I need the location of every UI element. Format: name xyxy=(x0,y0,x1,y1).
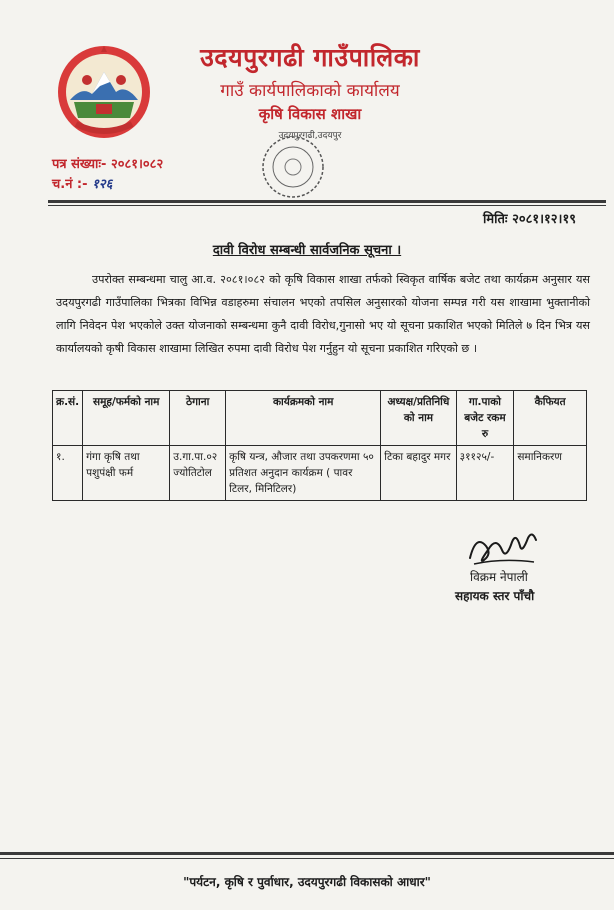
table-header-row xyxy=(53,391,587,446)
cell-remarks: समानिकरण xyxy=(514,446,587,501)
letter-number-value: २०८१।०८२ xyxy=(110,157,164,172)
footer-divider xyxy=(0,852,614,855)
letter-date xyxy=(483,209,576,227)
nepal-emblem-icon xyxy=(52,40,156,144)
organization-name: उदयपुरगढी गाउँपालिका xyxy=(200,43,420,72)
table-row xyxy=(53,446,587,501)
col-header-address: ठेगाना xyxy=(170,391,226,446)
col-header-program: कार्यक्रमको नाम xyxy=(226,391,381,446)
cell-serial: १. xyxy=(53,446,83,501)
col-header-chairperson: अध्यक्ष/प्रतिनिधि को नाम xyxy=(381,391,456,446)
letter-number-label: पत्र संख्याः- xyxy=(52,157,107,172)
header-divider xyxy=(48,200,606,203)
date-label: मितिः xyxy=(482,212,508,227)
branch-name: कृषि विकास शाखा xyxy=(258,105,362,123)
signer-name: विक्रम नेपाली xyxy=(470,570,528,584)
col-header-group-name: समूह/फर्मको नाम xyxy=(83,391,170,446)
footer-slogan: "पर्यटन, कृषि र पुर्वाधार, उदयपुरगढी विकासको आधार" xyxy=(183,875,431,889)
notice-body: उपरोक्त सम्बन्धमा चालु आ.व. २०८१।०८२ को कृषि विकास शाखा तर्फको स्विकृत वार्षिक बजेट तथा कार्यक्रम अनुसार यस उदयपुरगढी गाउँपालिका भित्रका विभिन्न वडाहरुमा संचालन भएको तपसिल अनुसारको योजना सम्पन्न गरी यस शाखामा भुक्तानीको लागि निवेदन पेश भएकोले उक्त योजनाको सम्बन्धमा कुनै दावी विरोध,गुनासो भए यो सूचना प्रकाशित भएको मितिले ७ दिन भित्र यस कार्यालयको कृषी विकास शाखामा लिखित रुपमा दावी विरोध पेश गर्नुहुन यो सूचना प्रकाशित गरिएको छ । xyxy=(56,273,590,355)
cell-chairperson: टिका बहादुर मगर xyxy=(381,446,456,501)
cell-program: कृषि यन्त्र, औजार तथा उपकरणमा ५० प्रतिशत अनुदान कार्यक्रम ( पावर टिलर, मिनिटिलर) xyxy=(226,446,381,501)
header-divider-thin xyxy=(48,205,606,206)
cell-group-name: गंगा कृषि तथा पशुपंक्षी फर्म xyxy=(83,446,170,501)
col-header-serial: क्र.सं. xyxy=(53,391,83,446)
office-name: गाउँ कार्यपालिकाको कार्यालय xyxy=(220,81,400,101)
date-value: २०८१।१२।१९ xyxy=(512,212,576,227)
cell-address: उ.गा.पा.०२ ज्योतिटोल xyxy=(170,446,226,501)
footer-divider-thin xyxy=(0,858,614,859)
office-stamp-icon xyxy=(258,132,328,202)
col-header-budget: गा.पाको बजेट रकम रु xyxy=(456,391,514,446)
letter-number xyxy=(52,154,163,172)
dispatch-number-value: १२६ xyxy=(92,177,113,192)
signature-icon xyxy=(462,520,542,572)
dispatch-number xyxy=(52,174,112,192)
dispatch-number-label: च.नं :- xyxy=(52,177,88,192)
notice-title: दावी विरोध सम्बन्धी सार्वजनिक सूचना । xyxy=(212,243,402,258)
col-header-remarks: कैफियत xyxy=(514,391,587,446)
cell-budget: ३११२५/- xyxy=(456,446,514,501)
office-address: उदयपुरगढी,उदयपुर xyxy=(278,131,342,141)
project-table xyxy=(52,390,587,501)
signer-title: सहायक स्तर पाँचौ xyxy=(455,589,535,603)
